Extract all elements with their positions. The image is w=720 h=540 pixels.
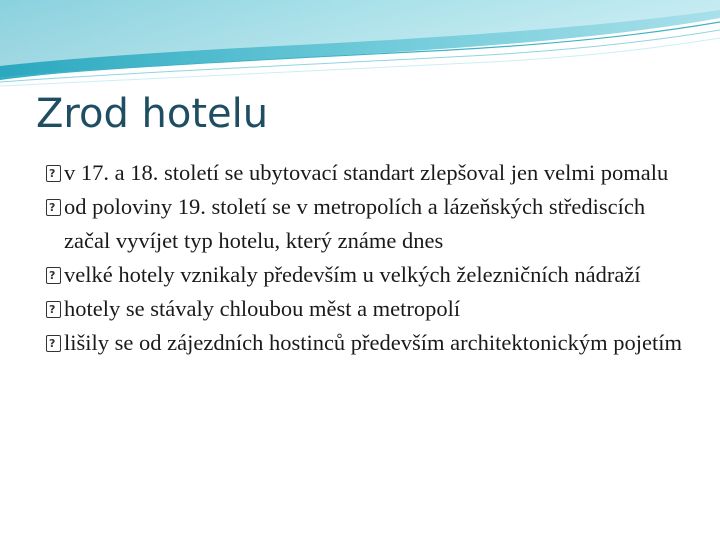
bullet-item [46,292,686,326]
bullet-text: lišily se od zájezdních hostinců především architektonickým pojetím [64,330,682,355]
bullet-placeholder-icon [46,165,61,182]
bullet-text: od poloviny 19. století se v metropolích a lázeňských střediscích začal vyvíjet typ hotelu, který známe dnes [64,194,646,253]
bullet-placeholder-icon [46,267,61,284]
bullet-item [46,156,686,190]
bullet-item [46,258,686,292]
slide-title: Zrod hotelu [36,91,269,137]
bullet-placeholder-icon [46,199,61,216]
bullet-placeholder-icon [46,335,61,352]
wave-header-decoration [0,0,720,90]
bullet-text: hotely se stávaly chloubou měst a metropolí [64,296,461,321]
bullet-text: velké hotely vznikaly především u velkých železničních nádraží [64,262,641,287]
bullet-placeholder-icon [46,301,61,318]
bullet-text: v 17. a 18. století se ubytovací standart zlepšoval jen velmi pomalu [64,160,669,185]
bullet-item [46,190,686,258]
bullet-item [46,326,686,360]
bullet-list [46,156,686,360]
